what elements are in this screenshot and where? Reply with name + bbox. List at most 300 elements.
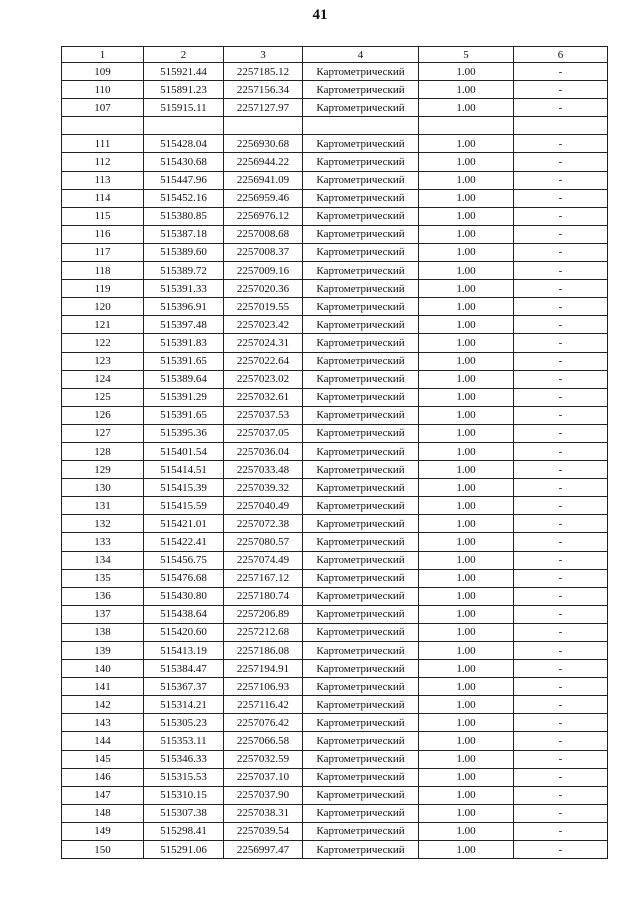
cell-x: 515413.19 bbox=[144, 642, 224, 660]
cell-description: - bbox=[514, 406, 608, 424]
cell-accuracy: 1.00 bbox=[419, 479, 514, 497]
cell-point-number: 111 bbox=[62, 135, 144, 153]
cell-x: 515391.83 bbox=[144, 334, 224, 352]
cell-method bbox=[303, 117, 419, 135]
table-row bbox=[62, 696, 608, 714]
table-row bbox=[62, 370, 608, 388]
cell-point-number: 144 bbox=[62, 732, 144, 750]
cell-description: - bbox=[514, 81, 608, 99]
cell-accuracy: 1.00 bbox=[419, 569, 514, 587]
cell-point-number: 115 bbox=[62, 207, 144, 225]
cell-method: Картометрический bbox=[303, 334, 419, 352]
cell-point-number: 133 bbox=[62, 533, 144, 551]
cell-description: - bbox=[514, 352, 608, 370]
cell-point-number: 120 bbox=[62, 298, 144, 316]
table-row bbox=[62, 298, 608, 316]
cell-x: 515307.38 bbox=[144, 804, 224, 822]
cell-method: Картометрический bbox=[303, 262, 419, 280]
table-row bbox=[62, 750, 608, 768]
cell-y: 2256930.68 bbox=[224, 135, 303, 153]
cell-description: - bbox=[514, 732, 608, 750]
cell-description: - bbox=[514, 678, 608, 696]
cell-description: - bbox=[514, 569, 608, 587]
cell-method: Картометрический bbox=[303, 99, 419, 117]
cell-y: 2256959.46 bbox=[224, 189, 303, 207]
cell-accuracy: 1.00 bbox=[419, 63, 514, 81]
cell-method: Картометрический bbox=[303, 316, 419, 334]
cell-x: 515389.72 bbox=[144, 262, 224, 280]
table-row bbox=[62, 117, 608, 135]
cell-description: - bbox=[514, 822, 608, 840]
cell-description: - bbox=[514, 262, 608, 280]
cell-description: - bbox=[514, 370, 608, 388]
cell-method: Картометрический bbox=[303, 189, 419, 207]
cell-accuracy: 1.00 bbox=[419, 497, 514, 515]
cell-point-number bbox=[62, 117, 144, 135]
cell-y: 2257022.64 bbox=[224, 352, 303, 370]
header-cell-x: 2 bbox=[144, 47, 224, 63]
cell-description: - bbox=[514, 135, 608, 153]
cell-method: Картометрический bbox=[303, 804, 419, 822]
cell-point-number: 129 bbox=[62, 461, 144, 479]
cell-accuracy: 1.00 bbox=[419, 280, 514, 298]
cell-method: Картометрический bbox=[303, 298, 419, 316]
cell-description: - bbox=[514, 225, 608, 243]
cell-x: 515415.39 bbox=[144, 479, 224, 497]
table-row bbox=[62, 841, 608, 859]
cell-description: - bbox=[514, 424, 608, 442]
cell-description: - bbox=[514, 298, 608, 316]
cell-accuracy: 1.00 bbox=[419, 714, 514, 732]
cell-method: Картометрический bbox=[303, 479, 419, 497]
cell-point-number: 114 bbox=[62, 189, 144, 207]
cell-accuracy: 1.00 bbox=[419, 551, 514, 569]
table-row bbox=[62, 642, 608, 660]
cell-accuracy: 1.00 bbox=[419, 841, 514, 859]
cell-y: 2257032.59 bbox=[224, 750, 303, 768]
cell-y: 2257037.90 bbox=[224, 786, 303, 804]
cell-method: Картометрический bbox=[303, 696, 419, 714]
cell-y: 2257037.10 bbox=[224, 768, 303, 786]
cell-point-number: 148 bbox=[62, 804, 144, 822]
header-cell-point-number: 1 bbox=[62, 47, 144, 63]
cell-accuracy: 1.00 bbox=[419, 171, 514, 189]
cell-y bbox=[224, 117, 303, 135]
cell-y: 2257156.34 bbox=[224, 81, 303, 99]
table-row bbox=[62, 406, 608, 424]
cell-point-number: 149 bbox=[62, 822, 144, 840]
cell-description: - bbox=[514, 63, 608, 81]
cell-description: - bbox=[514, 605, 608, 623]
cell-accuracy: 1.00 bbox=[419, 442, 514, 460]
cell-method: Картометрический bbox=[303, 714, 419, 732]
header-cell-description: 6 bbox=[514, 47, 608, 63]
cell-point-number: 110 bbox=[62, 81, 144, 99]
cell-x: 515401.54 bbox=[144, 442, 224, 460]
cell-x: 515452.16 bbox=[144, 189, 224, 207]
table-row bbox=[62, 497, 608, 515]
cell-x: 515353.11 bbox=[144, 732, 224, 750]
table-row bbox=[62, 732, 608, 750]
table-row bbox=[62, 551, 608, 569]
cell-point-number: 145 bbox=[62, 750, 144, 768]
table-row bbox=[62, 135, 608, 153]
cell-x: 515298.41 bbox=[144, 822, 224, 840]
cell-method: Картометрический bbox=[303, 171, 419, 189]
cell-y: 2257116.42 bbox=[224, 696, 303, 714]
cell-point-number: 141 bbox=[62, 678, 144, 696]
cell-point-number: 112 bbox=[62, 153, 144, 171]
cell-x: 515391.29 bbox=[144, 388, 224, 406]
cell-point-number: 128 bbox=[62, 442, 144, 460]
cell-point-number: 136 bbox=[62, 587, 144, 605]
cell-x: 515397.48 bbox=[144, 316, 224, 334]
cell-y: 2256944.22 bbox=[224, 153, 303, 171]
cell-accuracy: 1.00 bbox=[419, 768, 514, 786]
cell-method: Картометрический bbox=[303, 822, 419, 840]
cell-method: Картометрический bbox=[303, 370, 419, 388]
cell-accuracy: 1.00 bbox=[419, 822, 514, 840]
cell-point-number: 140 bbox=[62, 660, 144, 678]
cell-y: 2257009.16 bbox=[224, 262, 303, 280]
header-cell-method: 4 bbox=[303, 47, 419, 63]
cell-x: 515921.44 bbox=[144, 63, 224, 81]
table-row bbox=[62, 442, 608, 460]
cell-accuracy: 1.00 bbox=[419, 334, 514, 352]
cell-method: Картометрический bbox=[303, 225, 419, 243]
cell-y: 2257185.12 bbox=[224, 63, 303, 81]
cell-y: 2257186.08 bbox=[224, 642, 303, 660]
cell-point-number: 119 bbox=[62, 280, 144, 298]
table-header bbox=[62, 47, 608, 63]
cell-description: - bbox=[514, 153, 608, 171]
cell-x: 515391.33 bbox=[144, 280, 224, 298]
table-row bbox=[62, 81, 608, 99]
cell-y: 2257039.54 bbox=[224, 822, 303, 840]
table-row bbox=[62, 153, 608, 171]
cell-y: 2257039.32 bbox=[224, 479, 303, 497]
cell-x: 515346.33 bbox=[144, 750, 224, 768]
cell-description: - bbox=[514, 189, 608, 207]
cell-method: Картометрический bbox=[303, 660, 419, 678]
cell-y: 2256997.47 bbox=[224, 841, 303, 859]
cell-description: - bbox=[514, 642, 608, 660]
cell-method: Картометрический bbox=[303, 768, 419, 786]
table-row bbox=[62, 479, 608, 497]
cell-method: Картометрический bbox=[303, 750, 419, 768]
table-row bbox=[62, 605, 608, 623]
cell-accuracy: 1.00 bbox=[419, 81, 514, 99]
cell-accuracy: 1.00 bbox=[419, 696, 514, 714]
cell-x: 515420.60 bbox=[144, 623, 224, 641]
cell-x: 515391.65 bbox=[144, 406, 224, 424]
cell-point-number: 118 bbox=[62, 262, 144, 280]
cell-accuracy: 1.00 bbox=[419, 370, 514, 388]
cell-method: Картометрический bbox=[303, 497, 419, 515]
cell-x: 515430.80 bbox=[144, 587, 224, 605]
table-row bbox=[62, 569, 608, 587]
cell-y: 2257020.36 bbox=[224, 280, 303, 298]
table-row bbox=[62, 243, 608, 261]
cell-accuracy: 1.00 bbox=[419, 424, 514, 442]
cell-accuracy: 1.00 bbox=[419, 732, 514, 750]
cell-y: 2257037.05 bbox=[224, 424, 303, 442]
cell-accuracy: 1.00 bbox=[419, 135, 514, 153]
coordinates-table bbox=[61, 46, 608, 859]
cell-y: 2257032.61 bbox=[224, 388, 303, 406]
cell-method: Картометрический bbox=[303, 678, 419, 696]
cell-method: Картометрический bbox=[303, 786, 419, 804]
cell-y: 2257008.68 bbox=[224, 225, 303, 243]
cell-x: 515476.68 bbox=[144, 569, 224, 587]
cell-point-number: 116 bbox=[62, 225, 144, 243]
cell-description: - bbox=[514, 533, 608, 551]
cell-y: 2256941.09 bbox=[224, 171, 303, 189]
cell-description: - bbox=[514, 804, 608, 822]
cell-method: Картометрический bbox=[303, 352, 419, 370]
table-row bbox=[62, 207, 608, 225]
cell-point-number: 135 bbox=[62, 569, 144, 587]
cell-x: 515415.59 bbox=[144, 497, 224, 515]
cell-x: 515395.36 bbox=[144, 424, 224, 442]
cell-accuracy: 1.00 bbox=[419, 298, 514, 316]
cell-method: Картометрический bbox=[303, 605, 419, 623]
cell-y: 2257037.53 bbox=[224, 406, 303, 424]
cell-x: 515305.23 bbox=[144, 714, 224, 732]
cell-point-number: 107 bbox=[62, 99, 144, 117]
cell-y: 2256976.12 bbox=[224, 207, 303, 225]
header-cell-accuracy: 5 bbox=[419, 47, 514, 63]
cell-description: - bbox=[514, 243, 608, 261]
cell-y: 2257106.93 bbox=[224, 678, 303, 696]
cell-x: 515422.41 bbox=[144, 533, 224, 551]
table-body bbox=[62, 63, 608, 859]
cell-method: Картометрический bbox=[303, 243, 419, 261]
cell-description: - bbox=[514, 768, 608, 786]
cell-description: - bbox=[514, 207, 608, 225]
table-row bbox=[62, 171, 608, 189]
cell-point-number: 121 bbox=[62, 316, 144, 334]
cell-point-number: 130 bbox=[62, 479, 144, 497]
cell-y: 2257038.31 bbox=[224, 804, 303, 822]
cell-description: - bbox=[514, 786, 608, 804]
cell-description: - bbox=[514, 497, 608, 515]
cell-accuracy: 1.00 bbox=[419, 189, 514, 207]
cell-description: - bbox=[514, 280, 608, 298]
cell-method: Картометрический bbox=[303, 280, 419, 298]
cell-y: 2257074.49 bbox=[224, 551, 303, 569]
cell-method: Картометрический bbox=[303, 587, 419, 605]
cell-method: Картометрический bbox=[303, 461, 419, 479]
cell-y: 2257036.04 bbox=[224, 442, 303, 460]
cell-y: 2257127.97 bbox=[224, 99, 303, 117]
cell-y: 2257167.12 bbox=[224, 569, 303, 587]
cell-y: 2257033.48 bbox=[224, 461, 303, 479]
cell-point-number: 126 bbox=[62, 406, 144, 424]
cell-description: - bbox=[514, 515, 608, 533]
cell-x: 515391.65 bbox=[144, 352, 224, 370]
cell-description: - bbox=[514, 461, 608, 479]
cell-x: 515315.53 bbox=[144, 768, 224, 786]
cell-x: 515384.47 bbox=[144, 660, 224, 678]
cell-x: 515414.51 bbox=[144, 461, 224, 479]
table-row bbox=[62, 334, 608, 352]
cell-point-number: 139 bbox=[62, 642, 144, 660]
cell-accuracy: 1.00 bbox=[419, 225, 514, 243]
table-row bbox=[62, 262, 608, 280]
cell-method: Картометрический bbox=[303, 732, 419, 750]
cell-y: 2257072.38 bbox=[224, 515, 303, 533]
cell-point-number: 109 bbox=[62, 63, 144, 81]
table-row bbox=[62, 515, 608, 533]
cell-description: - bbox=[514, 841, 608, 859]
cell-accuracy: 1.00 bbox=[419, 243, 514, 261]
cell-method: Картометрический bbox=[303, 841, 419, 859]
cell-accuracy: 1.00 bbox=[419, 605, 514, 623]
cell-accuracy bbox=[419, 117, 514, 135]
table-row bbox=[62, 804, 608, 822]
cell-accuracy: 1.00 bbox=[419, 786, 514, 804]
table-row bbox=[62, 424, 608, 442]
cell-accuracy: 1.00 bbox=[419, 388, 514, 406]
cell-description: - bbox=[514, 99, 608, 117]
cell-description: - bbox=[514, 334, 608, 352]
cell-point-number: 132 bbox=[62, 515, 144, 533]
table-row bbox=[62, 388, 608, 406]
cell-description: - bbox=[514, 551, 608, 569]
cell-point-number: 123 bbox=[62, 352, 144, 370]
cell-description: - bbox=[514, 623, 608, 641]
table-row bbox=[62, 189, 608, 207]
table-row bbox=[62, 533, 608, 551]
cell-description: - bbox=[514, 388, 608, 406]
cell-y: 2257040.49 bbox=[224, 497, 303, 515]
cell-x: 515380.85 bbox=[144, 207, 224, 225]
table-row bbox=[62, 660, 608, 678]
cell-accuracy: 1.00 bbox=[419, 153, 514, 171]
cell-accuracy: 1.00 bbox=[419, 406, 514, 424]
cell-y: 2257024.31 bbox=[224, 334, 303, 352]
cell-x: 515438.64 bbox=[144, 605, 224, 623]
cell-accuracy: 1.00 bbox=[419, 461, 514, 479]
cell-y: 2257180.74 bbox=[224, 587, 303, 605]
cell-x: 515428.04 bbox=[144, 135, 224, 153]
cell-method: Картометрический bbox=[303, 153, 419, 171]
page-number: 41 bbox=[312, 7, 328, 23]
cell-accuracy: 1.00 bbox=[419, 533, 514, 551]
cell-y: 2257019.55 bbox=[224, 298, 303, 316]
cell-description bbox=[514, 117, 608, 135]
cell-description: - bbox=[514, 171, 608, 189]
cell-method: Картометрический bbox=[303, 551, 419, 569]
cell-x: 515389.64 bbox=[144, 370, 224, 388]
cell-point-number: 146 bbox=[62, 768, 144, 786]
cell-accuracy: 1.00 bbox=[419, 99, 514, 117]
cell-method: Картометрический bbox=[303, 135, 419, 153]
cell-description: - bbox=[514, 442, 608, 460]
cell-y: 2257023.02 bbox=[224, 370, 303, 388]
cell-accuracy: 1.00 bbox=[419, 660, 514, 678]
table-row bbox=[62, 714, 608, 732]
cell-accuracy: 1.00 bbox=[419, 352, 514, 370]
cell-point-number: 150 bbox=[62, 841, 144, 859]
cell-point-number: 125 bbox=[62, 388, 144, 406]
table-row bbox=[62, 461, 608, 479]
cell-x: 515915.11 bbox=[144, 99, 224, 117]
header-row bbox=[62, 47, 608, 63]
table-row bbox=[62, 316, 608, 334]
table-row bbox=[62, 280, 608, 298]
cell-method: Картометрический bbox=[303, 533, 419, 551]
cell-accuracy: 1.00 bbox=[419, 623, 514, 641]
table-row bbox=[62, 768, 608, 786]
cell-point-number: 137 bbox=[62, 605, 144, 623]
cell-x: 515291.06 bbox=[144, 841, 224, 859]
table-row bbox=[62, 99, 608, 117]
cell-x: 515387.18 bbox=[144, 225, 224, 243]
cell-point-number: 142 bbox=[62, 696, 144, 714]
cell-point-number: 134 bbox=[62, 551, 144, 569]
cell-description: - bbox=[514, 479, 608, 497]
cell-x: 515891.23 bbox=[144, 81, 224, 99]
cell-x: 515447.96 bbox=[144, 171, 224, 189]
table-row bbox=[62, 587, 608, 605]
cell-x: 515396.91 bbox=[144, 298, 224, 316]
cell-method: Картометрический bbox=[303, 623, 419, 641]
cell-description: - bbox=[514, 660, 608, 678]
table-row bbox=[62, 623, 608, 641]
cell-description: - bbox=[514, 316, 608, 334]
cell-method: Картометрический bbox=[303, 642, 419, 660]
cell-point-number: 138 bbox=[62, 623, 144, 641]
cell-accuracy: 1.00 bbox=[419, 207, 514, 225]
cell-y: 2257023.42 bbox=[224, 316, 303, 334]
header-cell-y: 3 bbox=[224, 47, 303, 63]
cell-description: - bbox=[514, 696, 608, 714]
cell-y: 2257080.57 bbox=[224, 533, 303, 551]
cell-y: 2257206.89 bbox=[224, 605, 303, 623]
cell-x: 515389.60 bbox=[144, 243, 224, 261]
cell-point-number: 117 bbox=[62, 243, 144, 261]
cell-method: Картометрический bbox=[303, 424, 419, 442]
cell-description: - bbox=[514, 750, 608, 768]
cell-point-number: 122 bbox=[62, 334, 144, 352]
cell-method: Картометрический bbox=[303, 63, 419, 81]
cell-y: 2257008.37 bbox=[224, 243, 303, 261]
cell-point-number: 131 bbox=[62, 497, 144, 515]
cell-x: 515421.01 bbox=[144, 515, 224, 533]
cell-point-number: 127 bbox=[62, 424, 144, 442]
cell-accuracy: 1.00 bbox=[419, 678, 514, 696]
cell-accuracy: 1.00 bbox=[419, 587, 514, 605]
cell-x: 515430.68 bbox=[144, 153, 224, 171]
cell-point-number: 113 bbox=[62, 171, 144, 189]
cell-point-number: 147 bbox=[62, 786, 144, 804]
table-row bbox=[62, 678, 608, 696]
cell-point-number: 124 bbox=[62, 370, 144, 388]
table-row bbox=[62, 822, 608, 840]
cell-method: Картометрический bbox=[303, 515, 419, 533]
cell-accuracy: 1.00 bbox=[419, 515, 514, 533]
cell-accuracy: 1.00 bbox=[419, 262, 514, 280]
cell-accuracy: 1.00 bbox=[419, 316, 514, 334]
table-row bbox=[62, 786, 608, 804]
cell-x: 515456.75 bbox=[144, 551, 224, 569]
cell-method: Картометрический bbox=[303, 81, 419, 99]
cell-x: 515367.37 bbox=[144, 678, 224, 696]
cell-description: - bbox=[514, 587, 608, 605]
cell-method: Картометрический bbox=[303, 388, 419, 406]
